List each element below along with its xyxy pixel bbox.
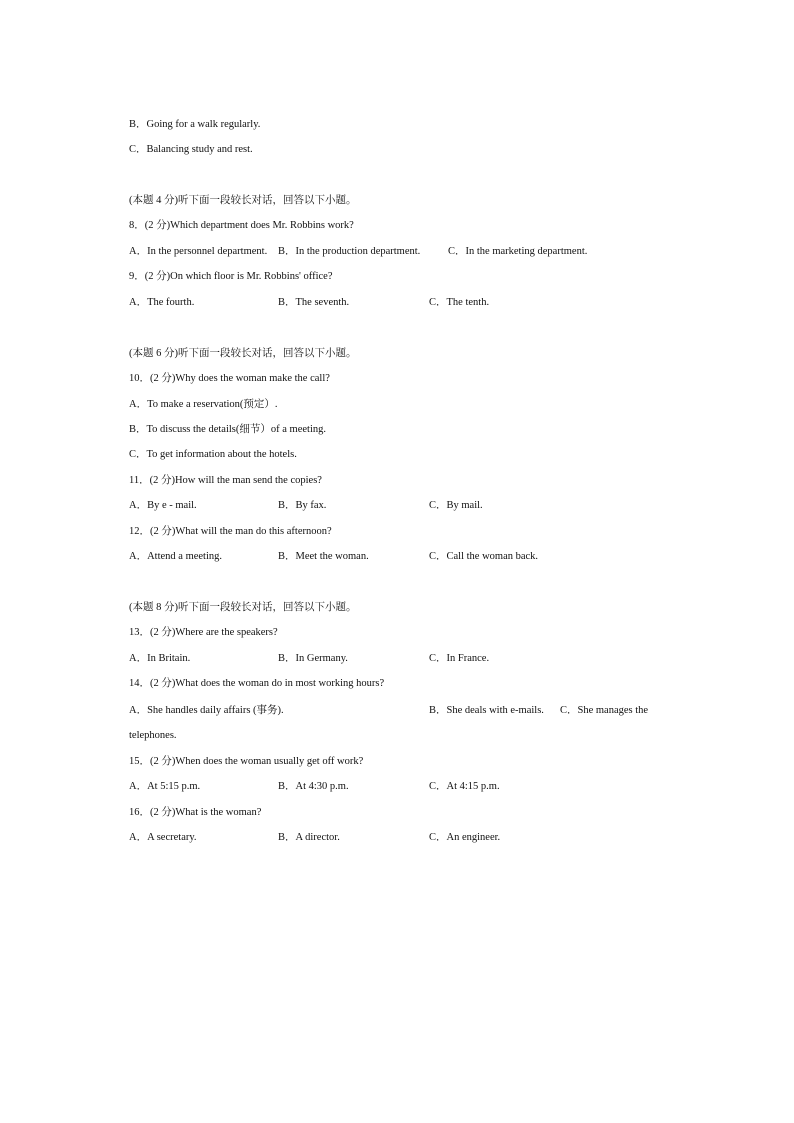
question-8-option-b: B．In the production department. — [278, 246, 421, 257]
question-11-option-a: A．By e - mail. — [129, 500, 197, 511]
question-10-option-c: C．To get information about the hotels. — [129, 449, 297, 460]
option-c: C．Balancing study and rest. — [129, 144, 253, 155]
question-14-option-c-continued: telephones. — [129, 730, 177, 741]
question-13-option-c: C．In France. — [429, 653, 490, 664]
question-15-stem: 15．(2 分)When does the woman usually get off work? — [129, 756, 364, 767]
question-12-stem: 12．(2 分)What will the man do this afternoon? — [129, 526, 332, 537]
question-13-option-b: B．In Germany. — [278, 653, 348, 664]
question-14-option-b: B．She deals with e-mails. — [429, 705, 544, 716]
question-16-stem: 16．(2 分)What is the woman? — [129, 807, 262, 818]
question-9-option-a: A．The fourth. — [129, 297, 195, 308]
question-9-option-c: C．The tenth. — [429, 297, 490, 308]
question-10-option-b: B．To discuss the details(细节）of a meeting. — [129, 424, 326, 435]
question-15-option-b: B．At 4:30 p.m. — [278, 781, 349, 792]
question-8-option-c: C．In the marketing department. — [448, 246, 588, 257]
question-8-stem: 8．(2 分)Which department does Mr. Robbins work? — [129, 220, 354, 231]
question-14-option-a: A．She handles daily affairs (事务). — [129, 705, 284, 716]
question-12-option-a: A．Attend a meeting. — [129, 551, 223, 562]
question-11-stem: 11．(2 分)How will the man send the copies? — [129, 475, 322, 486]
question-11-option-c: C．By mail. — [429, 500, 483, 511]
question-9-stem: 9．(2 分)On which floor is Mr. Robbins' office? — [129, 271, 333, 282]
section-intro: (本题 4 分)听下面一段较长对话，回答以下小题。 — [129, 195, 357, 206]
question-14-stem: 14．(2 分)What does the woman do in most working hours? — [129, 678, 385, 689]
question-16-option-a: A．A secretary. — [129, 832, 197, 843]
question-10-stem: 10．(2 分)Why does the woman make the call? — [129, 373, 330, 384]
question-13-stem: 13．(2 分)Where are the speakers? — [129, 627, 278, 638]
section-intro: (本题 6 分)听下面一段较长对话，回答以下小题。 — [129, 348, 357, 359]
question-10-option-a: A．To make a reservation(预定）. — [129, 399, 278, 410]
question-11-option-b: B．By fax. — [278, 500, 327, 511]
question-12-option-b: B．Meet the woman. — [278, 551, 369, 562]
question-13-option-a: A．In Britain. — [129, 653, 191, 664]
question-14-option-c: C．She manages the — [560, 705, 649, 716]
question-16-option-c: C．An engineer. — [429, 832, 501, 843]
option-b: B．Going for a walk regularly. — [129, 119, 261, 130]
question-12-option-c: C．Call the woman back. — [429, 551, 539, 562]
section-intro: (本题 8 分)听下面一段较长对话，回答以下小题。 — [129, 602, 357, 613]
question-8-option-a: A．In the personnel department. — [129, 246, 268, 257]
question-16-option-b: B．A director. — [278, 832, 340, 843]
question-15-option-c: C．At 4:15 p.m. — [429, 781, 500, 792]
question-9-option-b: B．The seventh. — [278, 297, 350, 308]
question-15-option-a: A．At 5:15 p.m. — [129, 781, 201, 792]
